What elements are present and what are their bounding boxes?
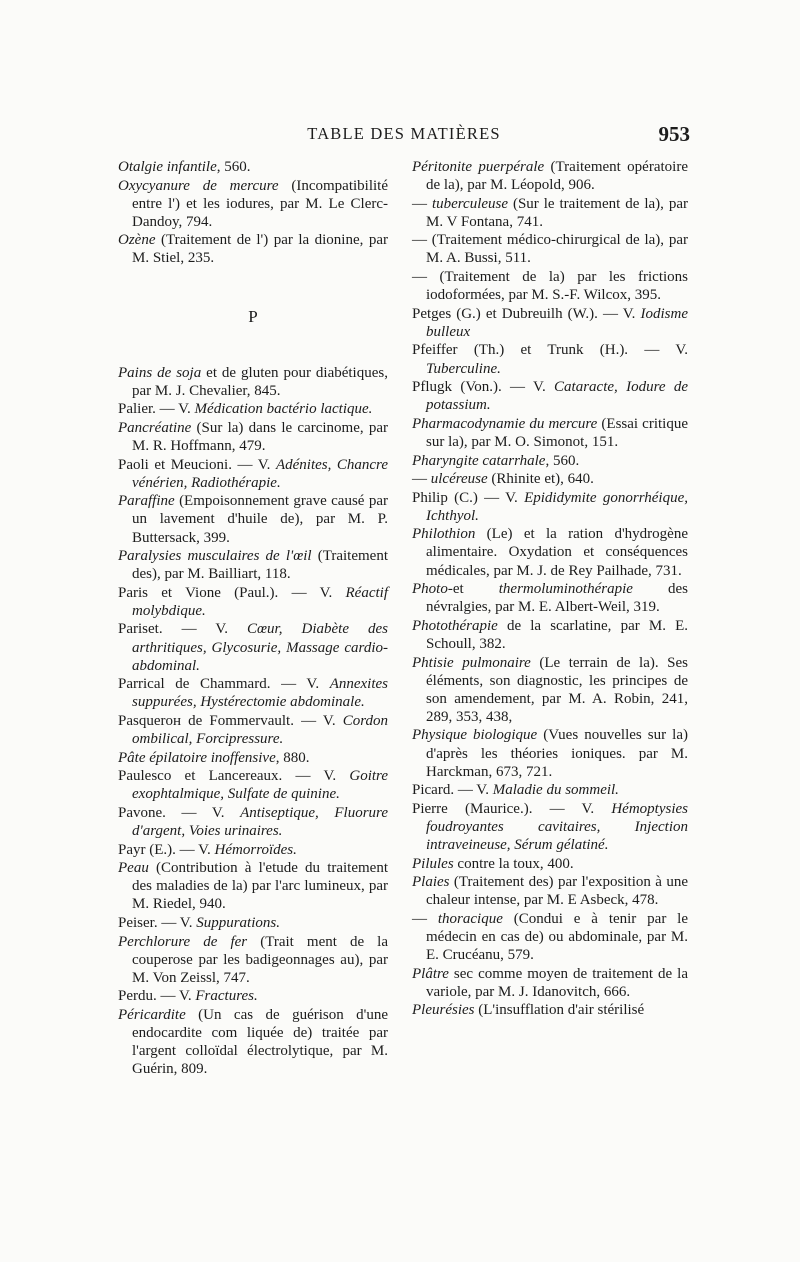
index-entry: Pains de soja et de gluten pour diabétiques, par M. J. Chevalier, 845. (118, 364, 388, 399)
index-entry: Pflugk (Von.). — V. Cataracte, Iodure de potassium. (412, 379, 688, 414)
index-entry: Paulesco et Lancereaux. — V. Goitre exophtalmique, Sulfate de quinine. (118, 768, 388, 803)
index-entry: Pavone. — V. Antiseptique, Fluorure d'argent, Voies urinaires. (118, 804, 388, 839)
index-entry: Picard. — V. Maladie du sommeil. (412, 782, 619, 799)
index-entry: Photothérapie de la scarlatine, par M. E. Schoull, 382. (412, 617, 688, 652)
index-entry: Péricardite (Un cas de guérison d'une endocardite com liquée de) traitée par l'argent colloïdal électrolytique, par M. Guérin, 809. (118, 1006, 388, 1078)
index-entry: — (Traitement médico-chirurgical de la), par M. A. Bussi, 511. (412, 232, 688, 267)
index-entry: Perchlorure de fer (Trait ment de la couperose par les badigeonnages au), par M. Von Zeissl, 747. (118, 933, 388, 986)
index-entry: — (Traitement de la) par les frictions iodoformées, par M. S.-F. Wilcox, 395. (412, 269, 688, 304)
index-entry: Plaies (Traitement des) par l'exposition à une chaleur intense, par M. E Asbeck, 478. (412, 874, 688, 909)
left-column (118, 158, 388, 1079)
index-entry: Pancréatine (Sur la) dans le carcinome, par M. R. Hoffmann, 479. (118, 419, 388, 455)
index-entry: Phtisie pulmonaire (Le terrain de la). Ses éléments, son diagnostic, les principes de son amendement, par M. A. Robin, 241, 289, 353, 438, (412, 654, 688, 725)
index-entry: — thoracique (Condui e à tenir par le médecin en cas de) ou abdominale, par M. E. Crucéanu, 579. (412, 910, 689, 964)
index-entry: Pleurésies (L'insufflation d'air stérilisé (412, 1002, 645, 1019)
index-entry: Pfeiffer (Th.) et Trunk (H.). — V. Tuberculine. (412, 342, 688, 377)
section-letter: P (248, 306, 258, 326)
index-entry: Pilules contre la toux, 400. (412, 855, 574, 872)
page-number: 953 (658, 122, 690, 146)
index-entry: Oxycyanure de mercure (Incompatibilité entre l') et les iodures, par M. Le Clerc-Dandoy, 794. (118, 177, 388, 230)
index-entry: Paris et Vione (Paul.). — V. Réactif molybdique. (118, 584, 388, 619)
index-entry: Photo-et thermoluminothérapie des névralgies, par M. E. Albert-Weil, 319. (412, 581, 688, 616)
index-entry: Plâtre sec comme moyen de traitement de la variole, par M. J. Idanovitch, 666. (412, 965, 688, 1000)
index-entry: Pierre (Maurice.). — V. Hémoptysies foudroyantes cavitaires, Injection intraveineuse, Sérum gélatiné. (412, 800, 688, 853)
index-entry: Pharmacodynamie du mercure (Essai critique sur la), par M. O. Simonot, 151. (412, 415, 688, 450)
index-entry: Physique biologique (Vues nouvelles sur la) d'après les théories ioniques. par M. Harckman, 673, 721. (412, 727, 688, 780)
index-entry: Ozène (Traitement de l') par la dionine, par M. Stiel, 235. (118, 232, 388, 267)
running-head (118, 122, 690, 146)
index-entry: — ulcéreuse (Rhinite et), 640. (412, 471, 594, 488)
index-entry: Paralysies musculaires de l'œil (Traitement des), par M. Bailliart, 118. (118, 548, 388, 583)
index-entry: Péritonite puerpérale (Traitement opératoire de la), par M. Léopold, 906. (412, 159, 688, 194)
index-entry: Pasquerон de Fommervault. — V. Cordon ombilical, Forcipressure. (118, 712, 388, 748)
index-entry: Philothion (Le) et la ration d'hydrogène alimentaire. Oxydation et conséquences médicales, par M. J. de Rey Pailhade, 731. (412, 526, 688, 579)
index-entry: Pharyngite catarrhale, 560. (412, 452, 580, 469)
index-entry: Petges (G.) et Dubreuilh (W.). — V. Iodisme bulleux (412, 305, 688, 340)
index-entry: Payr (E.). — V. Hémorroïdes. (118, 841, 297, 858)
index-entry: — tuberculeuse (Sur le traitement de la), par M. V Fontana, 741. (412, 195, 688, 230)
index-entry: Otalgie infantile, 560. (118, 159, 251, 175)
index-entry: Paoli et Meucioni. — V. Adénites, Chancre vénérien, Radiothérapie. (118, 456, 388, 491)
right-column (412, 158, 688, 1020)
left-entries-before-letter (118, 158, 388, 268)
index-entry: Parrical de Chammard. — V. Annexites suppurées, Hystérectomie abdominale. (118, 676, 388, 711)
index-entry: Peiser. — V. Suppurations. (118, 914, 280, 931)
index-entry: Pâte épilatoire inoffensive, 880. (118, 749, 310, 766)
index-entry: Paraffine (Empoisonnement grave causé par un lavement d'huile de), par M. P. Buttersack, 399. (118, 493, 388, 546)
index-entry: Palier. — V. Médication bactério lactique. (118, 401, 373, 418)
index-entry: Peau (Contribution à l'etude du traitement des maladies de la) par l'arc lumineux, par M. Riedel, 940. (118, 860, 388, 913)
index-entry: Perdu. — V. Fractures. (118, 988, 258, 1005)
index-entry: Pariset. — V. Cœur, Diabète des arthritiques, Glycosurie, Massage cardio-abdominal. (118, 621, 388, 674)
running-title: TABLE DES MATIÈRES (307, 124, 501, 143)
right-entries (412, 158, 688, 1019)
index-entry: Philip (C.) — V. Epididymite gonorrhéique, Ichthyol. (412, 489, 688, 524)
left-entries-after-letter (118, 364, 388, 1079)
